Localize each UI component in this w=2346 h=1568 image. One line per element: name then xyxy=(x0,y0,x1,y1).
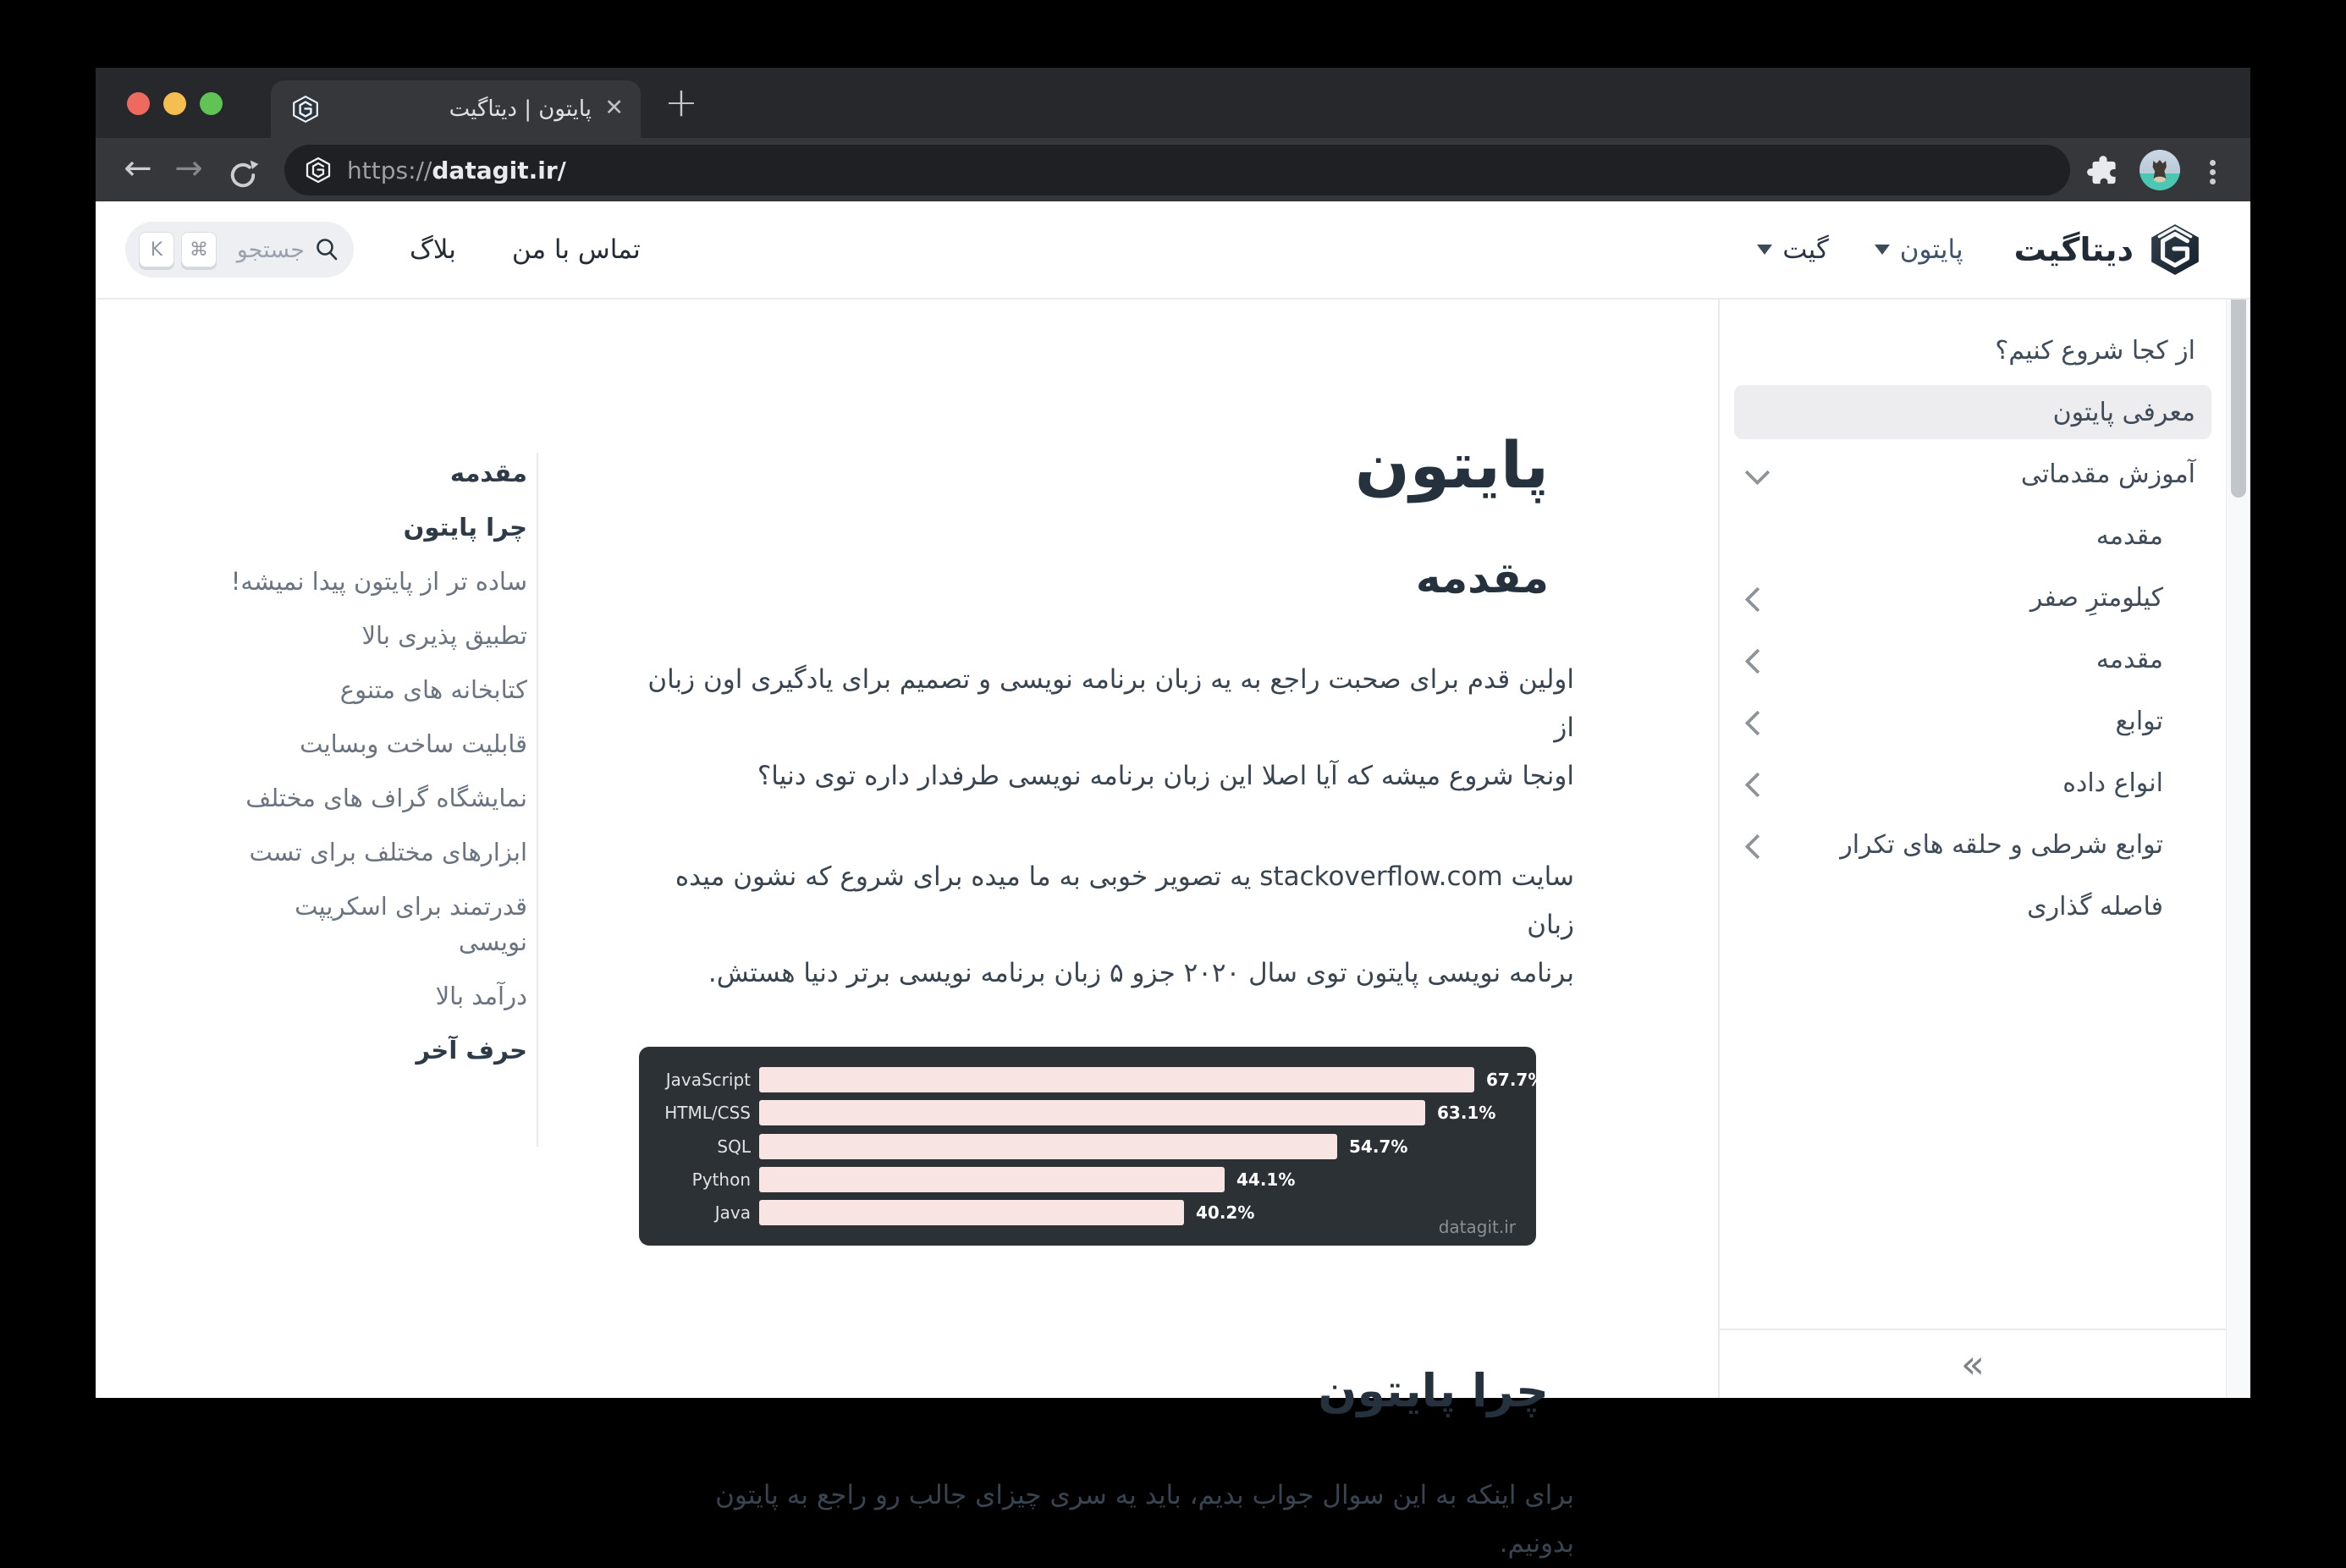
chevron-left-icon xyxy=(1745,773,1771,798)
sidebar-item-label: انواع داده xyxy=(2062,767,2163,798)
chevron-left-icon xyxy=(1745,649,1771,674)
brand-name[interactable]: دیتاگیت xyxy=(2013,231,2134,268)
sidebar-item-label: از کجا شروع کنیم؟ xyxy=(1995,335,2195,366)
toc-item[interactable]: درآمد بالا xyxy=(435,982,527,1010)
sidebar-item-label: مقدمه xyxy=(2095,520,2163,551)
docs-sidebar xyxy=(1718,300,2226,1398)
paragraph-2: سایت stackoverflow.com یه تصویر خوبی به ما میده برای شروع که نشون میده زبان برنامه نویسی پایتون توی سال ۲۰۲۰ جزو ۵ زبان برنامه نویسی برتر دنیا هستش. xyxy=(675,861,1574,989)
profile-avatar[interactable] xyxy=(2139,150,2180,190)
site-favicon-icon xyxy=(291,95,320,124)
dropdown-caret-icon xyxy=(1875,245,1890,255)
page-scrollbar-track[interactable] xyxy=(2226,201,2250,1398)
chart-value-label: 44.1% xyxy=(1236,1169,1296,1190)
sidebar-item[interactable] xyxy=(1720,817,2226,872)
chart-category-label: HTML/CSS xyxy=(664,1103,751,1124)
section-heading-moghadame: مقدمه xyxy=(1415,553,1549,603)
toc-item[interactable]: ابزارهای مختلف برای تست xyxy=(249,838,527,867)
browser-menu-icon[interactable] xyxy=(2210,160,2216,166)
sidebar-item-label: آموزش مقدماتی xyxy=(2020,459,2195,489)
chart-category-label: Java xyxy=(714,1202,751,1224)
chart-bar xyxy=(759,1134,1337,1159)
chevron-left-icon xyxy=(1745,587,1771,613)
reload-button[interactable] xyxy=(219,151,267,189)
nav-git-dropdown[interactable]: گیت xyxy=(1757,234,1829,265)
chart-row xyxy=(661,1200,1514,1225)
tab-title: پایتون | دیتاگیت xyxy=(449,96,592,122)
url-favicon-icon xyxy=(305,157,332,184)
chart-bar xyxy=(759,1100,1425,1125)
chart-row xyxy=(661,1167,1514,1192)
chevron-left-icon xyxy=(1745,711,1771,736)
page-title: پایتون xyxy=(1354,427,1549,503)
window-minimize-button[interactable] xyxy=(163,92,186,115)
article xyxy=(639,300,1574,1568)
sidebar-item[interactable] xyxy=(1720,879,2226,933)
chart-value-label: 40.2% xyxy=(1196,1202,1255,1224)
chart-bar xyxy=(759,1200,1184,1225)
language-popularity-chart xyxy=(639,1047,1545,1246)
sidebar-item[interactable] xyxy=(1720,509,2226,563)
dropdown-caret-icon xyxy=(1757,245,1772,255)
web-page xyxy=(96,201,2250,1559)
chart-value-label: 63.1% xyxy=(1437,1103,1496,1124)
sidebar-item-label: مقدمه xyxy=(2095,644,2163,674)
chart-category-label: JavaScript xyxy=(665,1070,751,1091)
chevron-left-icon xyxy=(1745,834,1771,860)
toc-item[interactable]: کتابخانه های متنوع xyxy=(339,675,527,704)
chart-category-label: Python xyxy=(691,1169,751,1190)
sidebar-item-label: معرفی پایتون xyxy=(2052,397,2195,427)
sidebar-list xyxy=(1720,300,2226,933)
sidebar-item-label: کیلومترِ صفر xyxy=(2029,582,2163,613)
sidebar-item[interactable] xyxy=(1720,632,2226,686)
forward-button[interactable]: → xyxy=(174,149,203,188)
chart-watermark: datagit.ir xyxy=(1438,1217,1516,1238)
sidebar-item-label: توابع xyxy=(2115,706,2163,736)
section-heading-why-python: چرا پایتون xyxy=(1318,1364,1549,1418)
chart-row xyxy=(661,1134,1514,1159)
sidebar-item[interactable] xyxy=(1734,385,2211,439)
chart-value-label: 54.7% xyxy=(1349,1136,1408,1157)
chart-bar xyxy=(759,1167,1225,1192)
toc-item[interactable]: نمایشگاه گراف های مختلف xyxy=(245,784,527,812)
window-zoom-button[interactable] xyxy=(200,92,223,115)
toc-item[interactable]: ساده تر از پایتون پیدا نمیشه! xyxy=(230,567,527,596)
sidebar-item[interactable] xyxy=(1720,323,2226,377)
toc-item[interactable]: حرف آخر xyxy=(416,1036,527,1065)
paragraph-3: برای اینکه به این سوال جواب بدیم، باید یه سری چیزای جالب رو راجع به پایتون بدونیم. xyxy=(715,1479,1574,1559)
toc-divider xyxy=(537,453,538,1147)
toc-item[interactable]: چرا پایتون xyxy=(403,513,527,542)
browser-tab[interactable] xyxy=(271,80,641,138)
sidebar-item-label: توابع شرطی و حلقه های تکرار xyxy=(1840,829,2163,860)
table-of-contents xyxy=(223,455,527,1087)
toc-item[interactable]: قابلیت ساخت وبسایت xyxy=(300,729,527,758)
datagit-logo-icon[interactable] xyxy=(2147,222,2203,278)
sidebar-footer xyxy=(1720,1329,2226,1398)
chart-row xyxy=(661,1067,1545,1092)
search-input[interactable] xyxy=(125,222,354,278)
back-button[interactable]: ← xyxy=(124,149,152,188)
window-close-button[interactable] xyxy=(127,92,150,115)
sidebar-item-label: فاصله گذاری xyxy=(2027,891,2163,922)
sidebar-item[interactable] xyxy=(1720,694,2226,748)
new-tab-button[interactable]: + xyxy=(664,79,699,126)
site-header xyxy=(96,201,2250,300)
toc-item[interactable]: مقدمه xyxy=(449,459,527,487)
url-text: https://datagit.ir/ xyxy=(347,156,566,184)
page-scrollbar-thumb[interactable] xyxy=(2231,279,2246,498)
cmd-key-icon: ⌘ xyxy=(181,232,217,267)
k-key-icon: K xyxy=(139,232,174,267)
tab-strip xyxy=(96,68,2250,138)
chart-value-label: 67.7% xyxy=(1486,1070,1545,1091)
nav-contact-link[interactable]: تماس با من xyxy=(511,234,641,265)
nav-python-dropdown[interactable]: پایتون xyxy=(1875,234,1963,265)
toc-item[interactable]: تطبیق پذیری بالا xyxy=(361,621,527,650)
toc-item[interactable]: قدرتمند برای اسکریپت نویسی xyxy=(295,892,527,956)
chart-bar xyxy=(759,1067,1474,1092)
chart-row xyxy=(661,1100,1514,1125)
tab-close-icon[interactable]: ✕ xyxy=(604,95,624,121)
chart-category-label: SQL xyxy=(717,1136,751,1157)
sidebar-item[interactable] xyxy=(1720,447,2226,501)
browser-window xyxy=(96,68,2250,1559)
chevron-down-icon xyxy=(1745,460,1771,486)
extensions-icon[interactable] xyxy=(2086,152,2120,186)
sidebar-item[interactable] xyxy=(1720,756,2226,810)
url-bar[interactable] xyxy=(284,145,2070,195)
nav-blog-link[interactable]: بلاگ xyxy=(410,234,456,265)
sidebar-collapse-button[interactable]: » xyxy=(1960,1341,1985,1387)
search-icon xyxy=(313,236,340,263)
paragraph-1: اولین قدم برای صحبت راجع به یه زبان برنامه نویسی و تصمیم برای یادگیری اون زبان از اونجا شروع میشه که آیا اصلا این زبان برنامه نویسی طرفدار داره توی دنیا؟ xyxy=(647,664,1574,792)
browser-toolbar xyxy=(96,138,2250,201)
search-placeholder: جستجو xyxy=(236,236,305,263)
sidebar-item[interactable] xyxy=(1720,570,2226,624)
